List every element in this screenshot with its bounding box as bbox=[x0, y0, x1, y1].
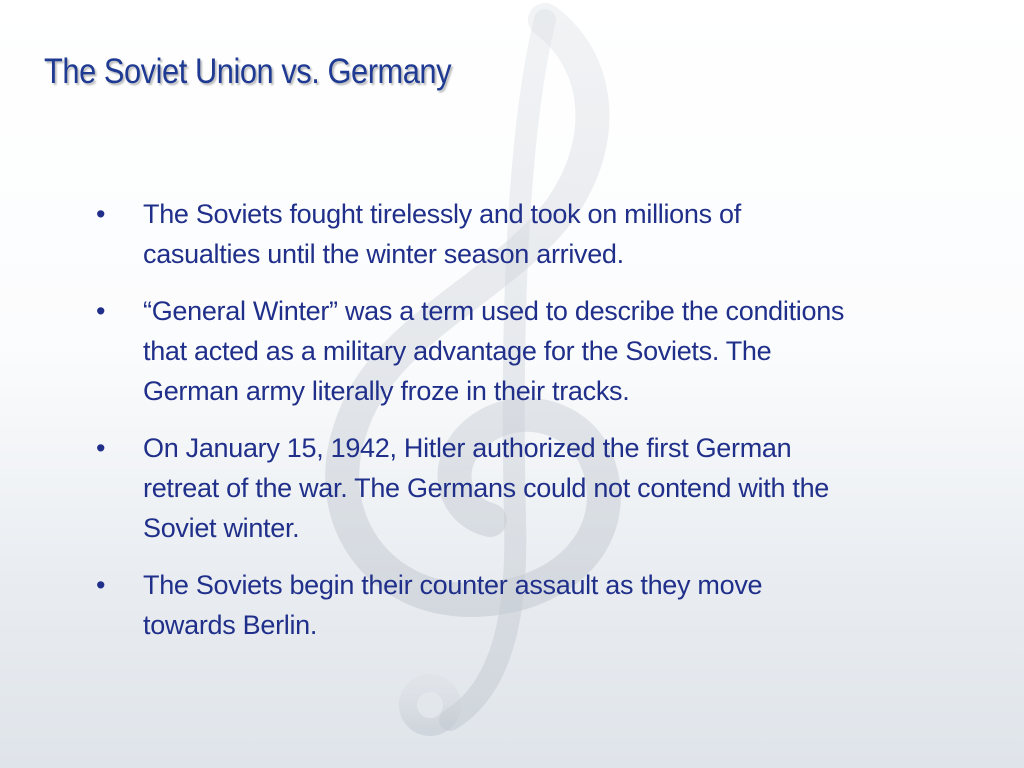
bullet-text: On January 15, 1942, Hitler authorized the first German retreat of the war. The Germans could not contend with the Soviet winter. bbox=[143, 433, 829, 543]
bullet-item bbox=[96, 194, 946, 274]
bullet-list bbox=[96, 194, 946, 662]
bullet-item bbox=[96, 291, 946, 411]
bullet-text: “General Winter” was a term used to describe the conditions that acted as a military advantage for the Soviets. The German army literally froze in their tracks. bbox=[143, 296, 845, 406]
bullet-marker: • bbox=[96, 433, 106, 463]
bullet-item bbox=[96, 565, 946, 645]
bullet-text: The Soviets begin their counter assault as they move towards Berlin. bbox=[143, 570, 763, 640]
bullet-marker: • bbox=[96, 199, 106, 229]
slide-title: The Soviet Union vs. Germany bbox=[44, 52, 452, 91]
bullet-text: The Soviets fought tirelessly and took on millions of casualties until the winter season arrived. bbox=[143, 199, 741, 269]
bullet-marker: • bbox=[96, 296, 106, 326]
bullet-marker: • bbox=[96, 570, 106, 600]
bullet-item bbox=[96, 428, 946, 548]
